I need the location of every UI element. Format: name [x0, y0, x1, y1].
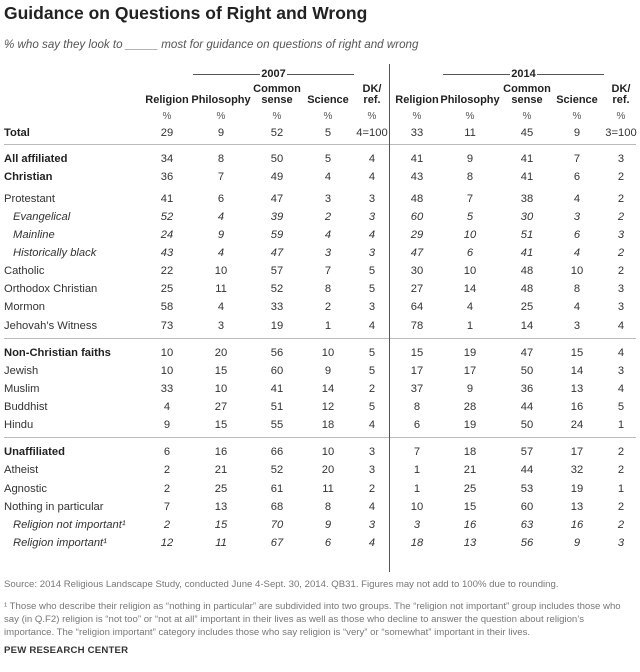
row-label: Historically black [13, 247, 97, 259]
table-cell: 56 [270, 347, 284, 359]
table-cell: 70 [270, 519, 284, 531]
table-cell: 48 [520, 283, 534, 295]
column-header-line: Philosophy [440, 94, 500, 106]
column-header-line: Religion [395, 94, 439, 106]
table-cell: 14 [570, 365, 584, 377]
table-cell: 8 [217, 153, 225, 165]
table-cell: 73 [160, 320, 174, 332]
table-cell: 10 [160, 347, 174, 359]
table-cell: 7 [466, 193, 474, 205]
table-cell: 3 [617, 301, 625, 313]
table-cell: 36 [160, 171, 174, 183]
table-cell: 4 [368, 537, 376, 549]
table-cell: 3 [617, 365, 625, 377]
table-cell: 10 [410, 501, 424, 513]
table-cell: 4 [617, 347, 625, 359]
table-cell: 43 [410, 171, 424, 183]
section-divider [4, 437, 636, 438]
table-cell: 6 [324, 537, 332, 549]
row-label: All affiliated [4, 153, 68, 165]
table-cell: 2 [617, 193, 625, 205]
table-cell: 1 [324, 320, 332, 332]
column-header-line: sense [261, 94, 293, 106]
table-cell: 9 [573, 537, 581, 549]
table-cell: 2 [617, 519, 625, 531]
table-cell: 4 [163, 401, 171, 413]
table-cell: 33 [160, 383, 174, 395]
table-cell: 45 [520, 127, 534, 139]
table-cell: 4 [368, 153, 376, 165]
table-cell: 34 [160, 153, 174, 165]
percent-sign: % [412, 111, 422, 122]
column-header-line: Religion [145, 94, 189, 106]
row-label: Catholic [4, 265, 45, 277]
table-cell: 3 [573, 320, 581, 332]
table-cell: 14 [520, 320, 534, 332]
table-cell: 7 [163, 501, 171, 513]
table-cell: 55 [270, 419, 284, 431]
table-cell: 3 [368, 519, 376, 531]
table-cell: 68 [270, 501, 284, 513]
table-cell: 2 [617, 501, 625, 513]
table-cell: 10 [463, 265, 477, 277]
table-cell: 50 [520, 365, 534, 377]
column-header-line: sense [511, 94, 543, 106]
year-rule [537, 74, 604, 75]
table-cell: 5 [368, 365, 376, 377]
column-header [503, 84, 551, 106]
table-cell: 2 [324, 301, 332, 313]
column-header [191, 95, 250, 106]
column-header-line: DK/ [611, 83, 631, 95]
table-cell: 2 [163, 519, 171, 531]
table-cell: 17 [570, 446, 584, 458]
table-cell: 41 [520, 247, 534, 259]
table-cell: 10 [160, 365, 174, 377]
column-header-line: Science [307, 94, 349, 106]
table-cell: 8 [413, 401, 421, 413]
table-cell: 4 [573, 193, 581, 205]
table-cell: 51 [520, 229, 534, 241]
row-label: Christian [4, 171, 53, 183]
table-cell: 2 [617, 446, 625, 458]
year-label: 2014 [511, 68, 536, 80]
table-cell: 2 [617, 171, 625, 183]
row-label: Nothing in particular [4, 501, 104, 513]
table-cell: 50 [270, 153, 284, 165]
table-cell: 4 [573, 247, 581, 259]
table-cell: 9 [163, 419, 171, 431]
table-cell: 4 [466, 301, 474, 313]
year-divider [389, 64, 390, 572]
table-cell: 67 [270, 537, 284, 549]
table-cell: 52 [270, 464, 284, 476]
table-cell: 5 [368, 283, 376, 295]
table-cell: 6 [413, 419, 421, 431]
table-cell: 3 [368, 464, 376, 476]
table-cell: 25 [520, 301, 534, 313]
table-cell: 9 [217, 229, 225, 241]
table-cell: 5 [324, 153, 332, 165]
table-cell: 28 [463, 401, 477, 413]
table-cell: 32 [570, 464, 584, 476]
percent-sign: % [572, 111, 582, 122]
row-label: Protestant [4, 193, 55, 205]
table-cell: 10 [321, 347, 335, 359]
table-cell: 37 [410, 383, 424, 395]
table-cell: 1 [617, 419, 625, 431]
row-label: Atheist [4, 464, 39, 476]
row-label: Unaffiliated [4, 446, 65, 458]
table-cell: 11 [322, 483, 334, 495]
table-cell: 57 [270, 265, 284, 277]
table-cell: 6 [573, 229, 581, 241]
table-cell: 1 [413, 483, 421, 495]
table-cell: 30 [410, 265, 424, 277]
table-cell: 4 [368, 320, 376, 332]
column-header-line: DK/ [362, 83, 382, 95]
table-cell: 3 [617, 229, 625, 241]
table-cell: 15 [410, 347, 424, 359]
table-cell: 43 [160, 247, 174, 259]
table-cell: 8 [324, 501, 332, 513]
table-cell: 9 [466, 383, 474, 395]
table-cell: 13 [214, 501, 228, 513]
table-cell: 41 [520, 153, 534, 165]
table-cell: 15 [214, 519, 228, 531]
percent-sign: % [367, 111, 377, 122]
table-cell: 44 [520, 401, 534, 413]
table-cell: 12 [321, 401, 335, 413]
table-cell: 52 [160, 211, 174, 223]
table-cell: 4 [368, 171, 376, 183]
table-cell: 29 [410, 229, 424, 241]
table-cell: 3 [368, 211, 376, 223]
table-cell: 39 [270, 211, 284, 223]
table-cell: 2 [163, 464, 171, 476]
table-cell: 2 [368, 483, 376, 495]
column-header-line: Common [253, 83, 301, 95]
page-title: Guidance on Questions of Right and Wrong [4, 3, 368, 23]
table-cell: 16 [570, 401, 584, 413]
percent-sign: % [272, 111, 282, 122]
table-cell: 21 [463, 464, 477, 476]
table-cell: 1 [413, 464, 421, 476]
table-cell: 33 [270, 301, 284, 313]
table-cell: 48 [410, 193, 424, 205]
table-cell: 5 [324, 127, 332, 139]
table-cell: 4=100 [356, 127, 388, 139]
table-cell: 41 [410, 153, 424, 165]
table-cell: 27 [410, 283, 424, 295]
table-cell: 5 [368, 401, 376, 413]
table-cell: 8 [466, 171, 474, 183]
column-header [145, 95, 188, 106]
table-cell: 4 [573, 301, 581, 313]
table-cell: 47 [410, 247, 424, 259]
year-header-2014 [443, 68, 604, 80]
table-cell: 11 [215, 537, 227, 549]
table-cell: 4 [368, 229, 376, 241]
row-label: Mainline [13, 229, 55, 241]
page-subtitle: % who say they look to _____ most for guidance on questions of right and wrong [4, 38, 419, 51]
table-cell: 47 [270, 247, 284, 259]
table-cell: 13 [463, 537, 477, 549]
table-cell: 61 [270, 483, 284, 495]
column-header-line: Philosophy [191, 94, 251, 106]
row-label: Hindu [4, 419, 34, 431]
table-cell: 15 [463, 501, 477, 513]
table-cell: 14 [321, 383, 335, 395]
year-header-2007 [193, 68, 354, 80]
table-cell: 17 [410, 365, 424, 377]
table-cell: 6 [163, 446, 171, 458]
table-cell: 41 [270, 383, 284, 395]
table-cell: 3 [573, 211, 581, 223]
table-cell: 3 [617, 153, 625, 165]
table-cell: 3 [217, 320, 225, 332]
table-cell: 3 [324, 247, 332, 259]
column-header-line: ref. [612, 94, 630, 106]
table-cell: 4 [324, 229, 332, 241]
table-cell: 15 [214, 419, 228, 431]
table-cell: 3 [617, 283, 625, 295]
table-cell: 16 [570, 519, 584, 531]
table-cell: 2 [617, 211, 625, 223]
table-cell: 2 [163, 483, 171, 495]
table-cell: 2 [324, 211, 332, 223]
row-label: Muslim [4, 383, 40, 395]
source-note: Source: 2014 Religious Landscape Study, conducted June 4-Sept. 30, 2014. QB31. Figures may not add to 100% due to rounding. [4, 579, 559, 590]
table-cell: 6 [573, 171, 581, 183]
row-label: Religion important¹ [13, 537, 107, 549]
table-cell: 7 [217, 171, 225, 183]
row-label: Orthodox Christian [4, 283, 98, 295]
table-cell: 8 [324, 283, 332, 295]
table-cell: 5 [466, 211, 474, 223]
percent-sign: % [216, 111, 226, 122]
table-cell: 24 [570, 419, 584, 431]
table-cell: 5 [617, 401, 625, 413]
table-cell: 5 [368, 265, 376, 277]
percent-sign: % [616, 111, 626, 122]
row-label: Total [4, 127, 30, 139]
table-cell: 52 [270, 127, 284, 139]
row-label: Evangelical [13, 211, 71, 223]
table-cell: 16 [214, 446, 228, 458]
table-cell: 4 [217, 301, 225, 313]
row-label: Jehovah’s Witness [4, 320, 98, 332]
column-header [253, 84, 301, 106]
section-divider [4, 338, 636, 339]
table-cell: 9 [217, 127, 225, 139]
table-cell: 56 [520, 537, 534, 549]
table-cell: 25 [463, 483, 477, 495]
table-cell: 53 [520, 483, 534, 495]
column-header [307, 95, 349, 106]
year-label: 2007 [261, 68, 286, 80]
table-cell: 3 [368, 301, 376, 313]
table-cell: 66 [270, 446, 284, 458]
table-cell: 19 [463, 347, 477, 359]
table-cell: 48 [520, 265, 534, 277]
table-cell: 7 [413, 446, 421, 458]
table-cell: 51 [270, 401, 284, 413]
table-cell: 30 [520, 211, 534, 223]
column-header [395, 95, 438, 106]
table-cell: 2 [368, 383, 376, 395]
table-cell: 36 [520, 383, 534, 395]
table-cell: 4 [217, 211, 225, 223]
row-label: Mormon [4, 301, 46, 313]
table-cell: 10 [570, 265, 584, 277]
table-cell: 10 [463, 229, 477, 241]
table-cell: 10 [214, 383, 228, 395]
table-cell: 60 [410, 211, 424, 223]
table-cell: 7 [324, 265, 332, 277]
table-cell: 3 [368, 193, 376, 205]
table-cell: 22 [160, 265, 174, 277]
row-label: Buddhist [4, 401, 48, 413]
table-cell: 16 [463, 519, 477, 531]
table-cell: 3 [324, 193, 332, 205]
table-cell: 58 [160, 301, 174, 313]
column-header [556, 95, 598, 106]
table-cell: 78 [410, 320, 424, 332]
footnote: ¹ Those who describe their religion as “nothing in particular” are subdivided into two groups. The “religion not important” group includes those who say (in Q.F2) religion is “not too” or “not at all” important in their lives as well as those who decline to answer the question about religion’s importance. The “religion important” category includes those who say religion is “very” or “somewhat” important in their lives. [4, 601, 621, 638]
table-cell: 52 [270, 283, 284, 295]
table-cell: 11 [464, 127, 476, 139]
column-header-line: Science [556, 94, 598, 106]
table-cell: 9 [466, 153, 474, 165]
table-cell: 3 [617, 537, 625, 549]
table-cell: 9 [573, 127, 581, 139]
table-cell: 25 [160, 283, 174, 295]
year-rule [443, 74, 510, 75]
table-cell: 15 [570, 347, 584, 359]
table-cell: 3=100 [605, 127, 637, 139]
table-cell: 18 [321, 419, 335, 431]
table-cell: 3 [413, 519, 421, 531]
table-cell: 47 [520, 347, 534, 359]
column-header [363, 84, 382, 106]
table-cell: 8 [573, 283, 581, 295]
table-cell: 41 [520, 171, 534, 183]
table-cell: 25 [214, 483, 228, 495]
table-cell: 9 [324, 519, 332, 531]
table-cell: 4 [324, 171, 332, 183]
table-cell: 49 [270, 171, 284, 183]
table-cell: 2 [617, 265, 625, 277]
column-header [612, 84, 631, 106]
table-cell: 10 [321, 446, 335, 458]
table-cell: 6 [217, 193, 225, 205]
table-cell: 41 [160, 193, 174, 205]
section-divider [4, 144, 636, 145]
table-cell: 18 [463, 446, 477, 458]
row-label: Jewish [4, 365, 39, 377]
table-cell: 2 [617, 247, 625, 259]
table-cell: 3 [368, 446, 376, 458]
table-cell: 63 [520, 519, 534, 531]
table-cell: 15 [214, 365, 228, 377]
brand-label: PEW RESEARCH CENTER [4, 645, 129, 656]
table-cell: 5 [368, 347, 376, 359]
year-rule [287, 74, 354, 75]
table-cell: 1 [617, 483, 625, 495]
column-header-line: Common [503, 83, 551, 95]
table-cell: 7 [573, 153, 581, 165]
table-cell: 38 [520, 193, 534, 205]
table-cell: 13 [570, 501, 584, 513]
table-cell: 4 [368, 419, 376, 431]
column-header-line: ref. [363, 94, 381, 106]
table-cell: 47 [270, 193, 284, 205]
table-cell: 4 [617, 383, 625, 395]
percent-sign: % [465, 111, 475, 122]
table-cell: 4 [217, 247, 225, 259]
table-cell: 1 [466, 320, 474, 332]
table-cell: 12 [160, 537, 174, 549]
table-cell: 27 [214, 401, 228, 413]
table-cell: 29 [160, 127, 174, 139]
percent-sign: % [323, 111, 333, 122]
percent-sign: % [522, 111, 532, 122]
table-cell: 19 [570, 483, 584, 495]
table-cell: 10 [214, 265, 228, 277]
table-cell: 11 [215, 283, 227, 295]
table-cell: 14 [463, 283, 477, 295]
table-cell: 6 [466, 247, 474, 259]
row-label: Non-Christian faiths [4, 347, 111, 359]
table-cell: 19 [463, 419, 477, 431]
table-cell: 2 [617, 464, 625, 476]
table-cell: 24 [160, 229, 174, 241]
table-cell: 20 [321, 464, 335, 476]
table-cell: 57 [520, 446, 534, 458]
table-cell: 13 [570, 383, 584, 395]
table-cell: 64 [410, 301, 424, 313]
table-cell: 4 [368, 501, 376, 513]
table-cell: 50 [520, 419, 534, 431]
table-cell: 21 [214, 464, 228, 476]
table-cell: 17 [463, 365, 477, 377]
table-cell: 20 [214, 347, 228, 359]
table-cell: 59 [270, 229, 284, 241]
table-cell: 19 [270, 320, 284, 332]
table-cell: 18 [410, 537, 424, 549]
table-cell: 33 [410, 127, 424, 139]
column-header [440, 95, 499, 106]
table-cell: 9 [324, 365, 332, 377]
table-cell: 60 [520, 501, 534, 513]
table-cell: 4 [617, 320, 625, 332]
row-label: Agnostic [4, 483, 47, 495]
table-cell: 60 [270, 365, 284, 377]
percent-sign: % [162, 111, 172, 122]
table-cell: 3 [368, 247, 376, 259]
row-label: Religion not important¹ [13, 519, 126, 531]
year-rule [193, 74, 260, 75]
table-cell: 44 [520, 464, 534, 476]
